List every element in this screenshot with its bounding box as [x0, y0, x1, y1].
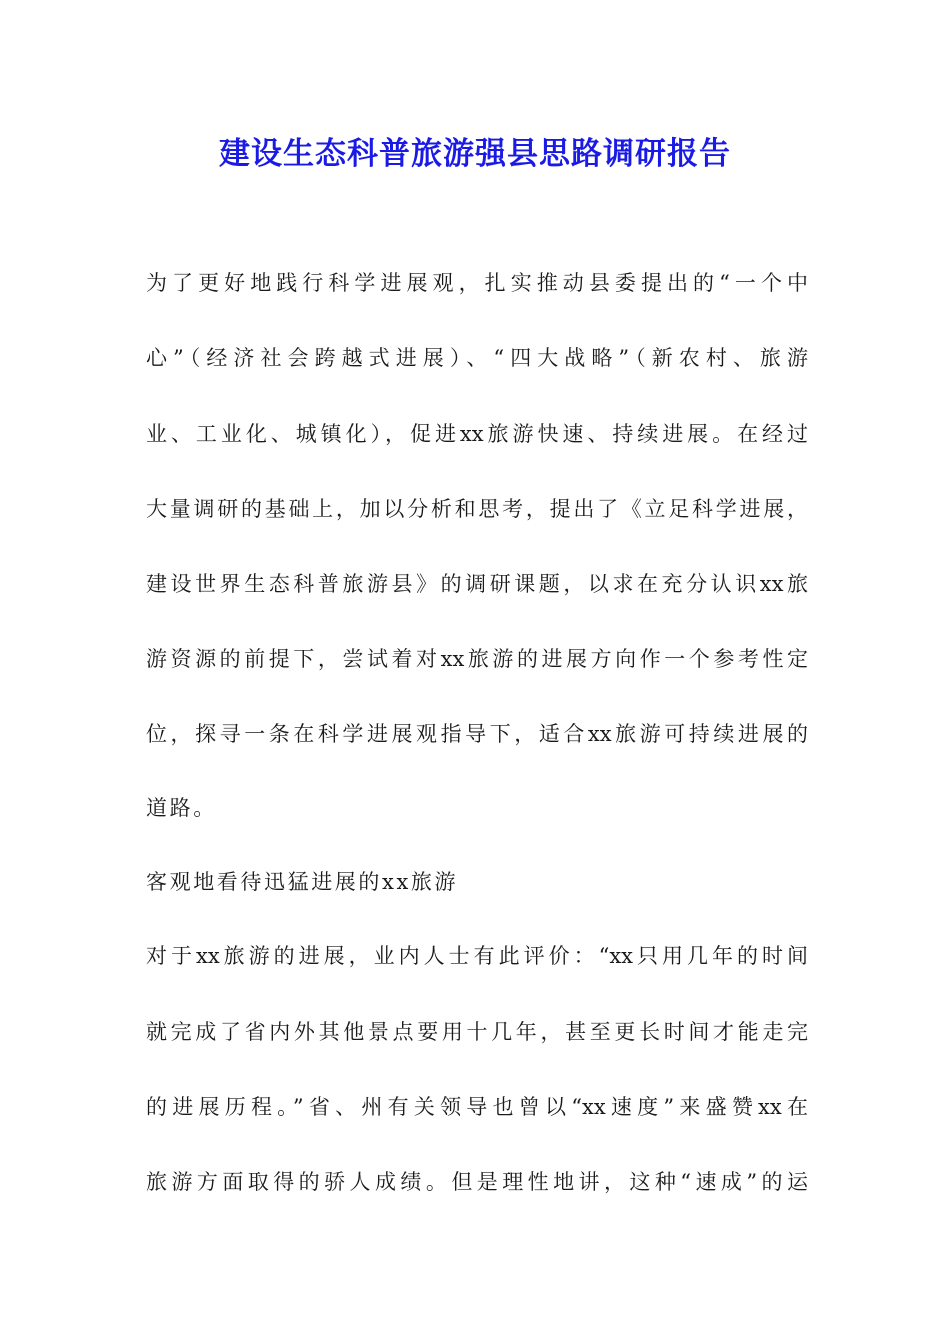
paragraph-2-line-1: 对于xx旅游的进展，业内人士有此评价：“xx只用几年的时间: [146, 944, 808, 968]
paragraph-1-line-6: 游资源的前提下，尝试着对xx旅游的进展方向作一个参考性定: [146, 647, 808, 671]
paragraph-2-line-3: 的进展历程。”省、州有关领导也曾以“xx速度”来盛赞xx在: [146, 1095, 808, 1119]
paragraph-2-line-4: 旅游方面取得的骄人成绩。但是理性地讲，这种“速成”的运: [146, 1170, 808, 1194]
section-heading: 客观地看待迅猛进展的xx旅游: [146, 870, 459, 894]
paragraph-1-line-7: 位，探寻一条在科学进展观指导下，适合xx旅游可持续进展的: [146, 722, 808, 746]
paragraph-1-line-1: 为了更好地践行科学进展观，扎实推动县委提出的“一个中: [146, 271, 808, 295]
paragraph-1-line-8: 道路。: [146, 796, 217, 820]
paragraph-2-line-2: 就完成了省内外其他景点要用十几年，甚至更长时间才能走完: [146, 1020, 808, 1044]
paragraph-1-line-4: 大量调研的基础上，加以分析和思考，提出了《立足科学进展，: [146, 497, 808, 521]
paragraph-1-line-5: 建设世界生态科普旅游县》的调研课题，以求在充分认识xx旅: [146, 572, 808, 596]
document-title: 建设生态科普旅游强县思路调研报告: [219, 136, 731, 172]
paragraph-1-line-3: 业、工业化、城镇化），促进xx旅游快速、持续进展。在经过: [146, 422, 808, 446]
paragraph-1-line-2: 心”（经济社会跨越式进展）、“四大战略”（新农村、旅游: [146, 346, 808, 370]
